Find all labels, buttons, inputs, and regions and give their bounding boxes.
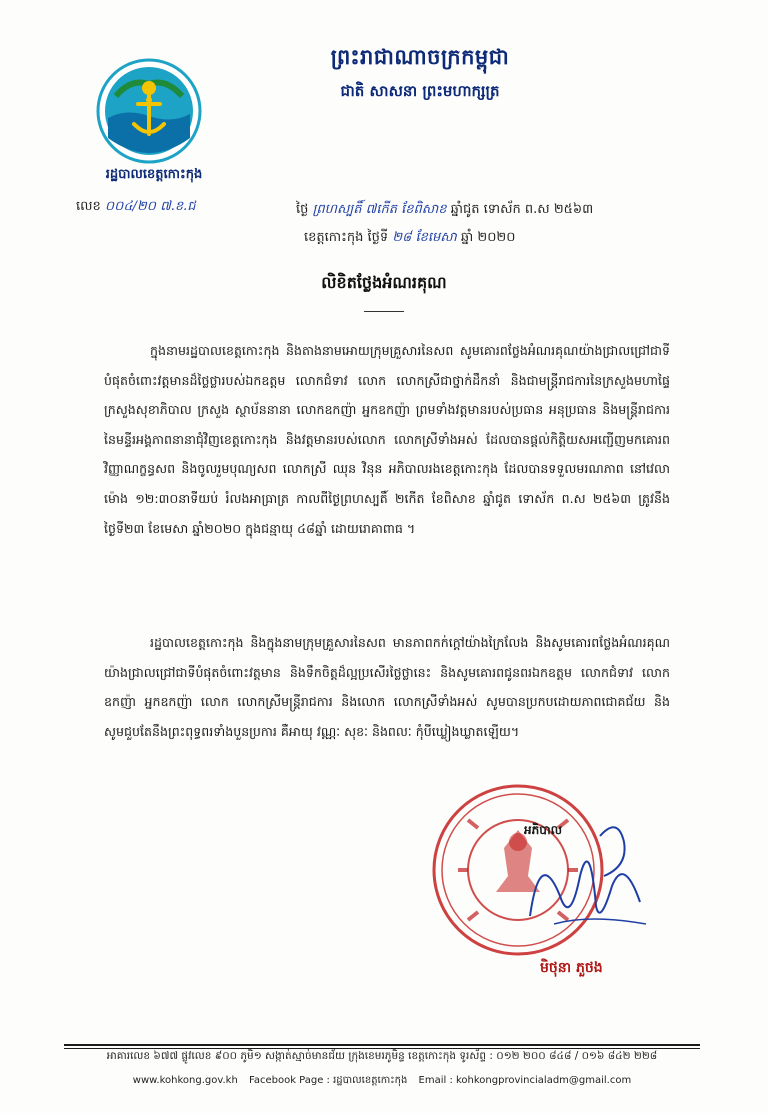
footer-website-link[interactable]: www.kohkong.gov.kh	[132, 1075, 238, 1086]
footer-address: អាគារលេខ ៦៧៧ ផ្លូវលេខ ៩០០ ភូមិ១ សង្កាត់ស្មាច់មានជ័យ ក្រុងខេមរភូមិន្ទ ខេត្តកោះកុង ទូរស័ព្ទ : ០១២ ២០០ ៨៤៨ / ០១៦ ៨៤២ ២២៨	[106, 1050, 658, 1062]
reference-label: លេខ	[76, 199, 101, 214]
footer-email-link[interactable]: Email : kohkongprovincialadm@gmail.com	[418, 1075, 632, 1086]
kingdom-title: ព្រះរាជាណាចក្រកម្ពុជា	[330, 45, 510, 69]
issuing-authority: រដ្ឋបាលខេត្តកោះកុង	[105, 167, 203, 182]
lunar-date-day: ព្រហស្បតិ៍ ៧កើត	[312, 202, 397, 217]
solar-date-line	[296, 224, 706, 252]
body-paragraph-1	[104, 336, 670, 543]
solar-date-month: ខែមេសា	[415, 230, 457, 245]
solar-date-day: ២៨	[392, 230, 412, 245]
reference-number	[76, 198, 196, 217]
paragraph-1-text: ក្នុងនាមរដ្ឋបាលខេត្តកោះកុង និងតាងនាមអោយក្រុមគ្រួសារនៃសព សូមគោរពថ្លែងអំណរគុណយ៉ាងជ្រាលជ្រៅជាទីបំផុតចំពោះវត្តមានដ៏ថ្លៃថ្លារបស់ឯកឧត្តម លោកជំទាវ លោក លោកស្រីជាថ្នាក់ដឹកនាំ និងជាមន្ត្រីរាជការនៃក្រសួងមហាផ្ទៃ ក្រសួងសុខាភិបាល ក្រសួង ស្ថាប័ននានា លោកឧកញ៉ា អ្នកឧកញ៉ា ព្រមទាំងវត្តមានរបស់ប្រធាន អនុប្រធាន និងមន្ត្រីរាជការនៃមន្ទីរអង្គភាពនានាជុំវិញខេត្តកោះកុង និងវត្តមានរបស់លោក លោកស្រីទាំងអស់ ដែលបានផ្តល់កិត្តិយសអញ្ជើញមកគោរពវិញ្ញាណក្ខន្ធសព និងចូលរួមបុណ្យសព លោកស្រី ឈុន វិនុន អភិបាលរងខេត្តកោះកុង ដែលបានទទួលមរណភាព នៅវេលាម៉ោង ១២:៣០នាទីយប់ រំលងអាធ្រាត្រ កាលពីថ្ងៃព្រហស្បតិ៍ ២កើត ខែពិសាខ ឆ្នាំជូត ទោស័ក ព.ស ២៥៦៣ ត្រូវនឹងថ្ងៃទី២៣ ខែមេសា ឆ្នាំ២០២០ ក្នុងជន្មាយុ ៤៨ឆ្នាំ ដោយរោគាពាធ ។	[104, 343, 670, 536]
signatory-title: អភិបាល	[524, 823, 563, 837]
provincial-emblem-icon	[96, 58, 202, 164]
lunar-date-prefix: ថ្ងៃ	[296, 202, 309, 217]
lunar-date-line	[296, 196, 706, 224]
title-underline	[364, 311, 404, 312]
footer-facebook-link[interactable]: Facebook Page : រដ្ឋបាលខេត្តកោះកុង	[249, 1075, 408, 1086]
footer-divider-thin	[64, 1048, 700, 1049]
reference-value: ០០៤/២០ ៧.ខ.ជ	[104, 199, 196, 214]
national-motto: ជាតិ សាសនា ព្រះមហាក្សត្រ	[340, 82, 500, 100]
handwritten-signature-icon	[500, 806, 660, 946]
solar-date-prefix: ខេត្តកោះកុង ថ្ងៃទី	[304, 230, 389, 245]
lunar-date-suffix: ឆ្នាំជូត ទោស័ក ព.ស ២៥៦៣	[450, 202, 594, 217]
solar-date-suffix: ឆ្នាំ ២០២០	[460, 230, 516, 245]
signer-name: មិថុនា ភួថង	[540, 960, 603, 976]
body-paragraph-2	[104, 628, 670, 746]
paragraph-2-text: រដ្ឋបាលខេត្តកោះកុង និងក្នុងនាមក្រុមគ្រួសារនៃសព មានភាពកក់ក្តៅយ៉ាងក្រៃលែង និងសូមគោរពថ្លែងអំណរគុណយ៉ាងជ្រាលជ្រៅជាទីបំផុតចំពោះវត្តមាន និងទឹកចិត្តដ៏ល្អប្រសើរថ្លៃថ្លានេះ និងសូមគោរពជូនពរឯកឧត្តម លោកជំទាវ លោកឧកញ៉ា អ្នកឧកញ៉ា លោក លោកស្រីមន្ត្រីរាជការ និងលោក លោកស្រីទាំងអស់ សូមបានប្រកបដោយភាពជោគជ័យ និងសូមជួបតែនឹងព្រះពុទ្ធពរទាំងបួនប្រការ គឺអាយុ វណ្ណៈ សុខៈ និងពលៈ កុំបីឃ្លៀងឃ្លាតឡើយ។	[104, 635, 670, 739]
date-block	[296, 196, 706, 252]
lunar-date-month: ខែពិសាខ	[401, 202, 447, 217]
footer-contacts	[64, 1073, 700, 1088]
footer-divider	[64, 1044, 700, 1046]
document-title: លិខិតថ្លែងអំណរគុណ	[321, 273, 447, 292]
